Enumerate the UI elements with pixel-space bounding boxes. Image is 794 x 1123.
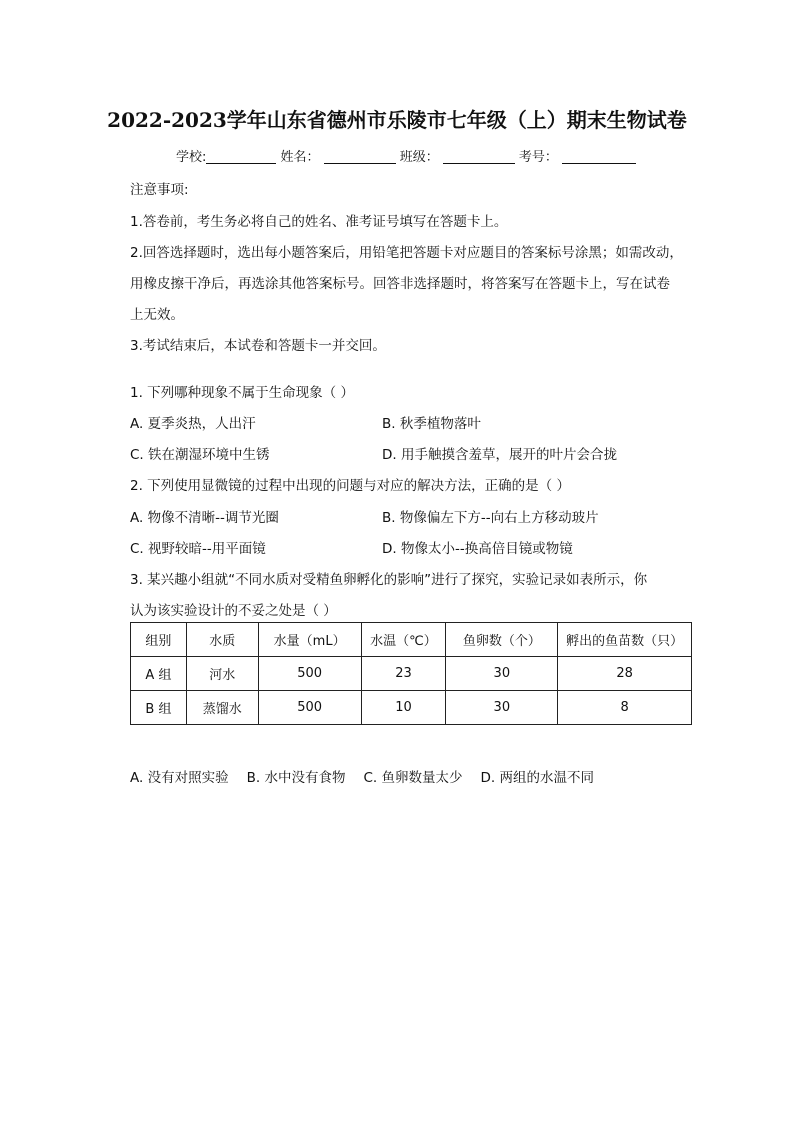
student-info-line bbox=[176, 146, 636, 165]
table-cell: 30 bbox=[446, 657, 558, 691]
table-cell: B 组 bbox=[131, 691, 187, 725]
table-row bbox=[131, 691, 692, 725]
school-label: 学校: bbox=[176, 150, 207, 165]
question-3-option-d: D. 两组的水温不同 bbox=[480, 770, 594, 786]
school-blank bbox=[206, 150, 276, 164]
table-cell: 30 bbox=[446, 691, 558, 725]
question-1-option-b: B. 秋季植物落叶 bbox=[382, 416, 481, 432]
name-label: 姓名： bbox=[280, 150, 320, 165]
table-header-cell: 组别 bbox=[131, 623, 187, 657]
table-cell: 蒸馏水 bbox=[186, 691, 258, 725]
question-2-option-b: B. 物像偏左下方--向右上方移动玻片 bbox=[382, 510, 599, 526]
table-header-cell: 水量（mL） bbox=[258, 623, 361, 657]
question-2-option-a: A. 物像不清晰--调节光圈 bbox=[130, 510, 279, 526]
question-1-option-a: A. 夏季炎热，人出汗 bbox=[130, 416, 256, 432]
question-3-stem-line-1: 3. 某兴趣小组就“不同水质对受精鱼卵孵化的影响”进行了探究，实验记录如表所示，你 bbox=[130, 572, 648, 588]
page-title: 2022-2023学年山东省德州市乐陵市七年级（上）期末生物试卷 bbox=[107, 108, 687, 132]
table-cell: 28 bbox=[558, 657, 692, 691]
question-3-options bbox=[130, 766, 612, 786]
note-item-2-line-2: 用橡皮擦干净后，再选涂其他答案标号。回答非选择题时，将答案写在答题卡上，写在试卷 bbox=[130, 276, 670, 292]
table-row bbox=[131, 657, 692, 691]
question-1-option-c: C. 铁在潮湿环境中生锈 bbox=[130, 447, 270, 463]
table-cell: 23 bbox=[361, 657, 446, 691]
table-header-cell: 孵出的鱼苗数（只） bbox=[558, 623, 692, 657]
question-3-stem-line-2: 认为该实验设计的不妥之处是（ ） bbox=[130, 603, 337, 619]
question-3-option-b: B. 水中没有食物 bbox=[246, 770, 346, 786]
note-item-2-line-3: 上无效。 bbox=[130, 307, 184, 323]
question-2-stem: 2. 下列使用显微镜的过程中出现的问题与对应的解决方法，正确的是（ ） bbox=[130, 478, 570, 494]
table-header-cell: 水温（℃） bbox=[361, 623, 446, 657]
table-cell: 10 bbox=[361, 691, 446, 725]
table-header-row bbox=[131, 623, 692, 657]
table-cell: 500 bbox=[258, 657, 361, 691]
class-blank bbox=[443, 150, 515, 164]
notes-heading: 注意事项: bbox=[130, 182, 189, 198]
table-header-cell: 水质 bbox=[186, 623, 258, 657]
table-header-cell: 鱼卵数（个） bbox=[446, 623, 558, 657]
note-item-1: 1.答卷前，考生务必将自己的姓名、准考证号填写在答题卡上。 bbox=[130, 214, 508, 230]
question-2-option-d: D. 物像太小--换高倍目镜或物镜 bbox=[382, 541, 573, 557]
table-cell: 500 bbox=[258, 691, 361, 725]
class-label: 班级： bbox=[399, 150, 439, 165]
note-item-3: 3.考试结束后，本试卷和答题卡一并交回。 bbox=[130, 338, 386, 354]
question-3-option-c: C. 鱼卵数量太少 bbox=[363, 770, 463, 786]
table-cell: 河水 bbox=[186, 657, 258, 691]
note-item-2-line-1: 2.回答选择题时，选出每小题答案后，用铅笔把答题卡对应题目的答案标号涂黑；如需改动， bbox=[130, 245, 683, 261]
exam-no-blank bbox=[562, 150, 636, 164]
table-cell: 8 bbox=[558, 691, 692, 725]
experiment-table bbox=[130, 622, 692, 725]
table-cell: A 组 bbox=[131, 657, 187, 691]
question-2-option-c: C. 视野较暗--用平面镜 bbox=[130, 541, 266, 557]
question-1-stem: 1. 下列哪种现象不属于生命现象（ ） bbox=[130, 385, 354, 401]
question-1-option-d: D. 用手触摸含羞草，展开的叶片会合拢 bbox=[382, 447, 617, 463]
name-blank bbox=[324, 150, 396, 164]
question-3-option-a: A. 没有对照实验 bbox=[130, 770, 229, 786]
exam-no-label: 考号： bbox=[518, 150, 558, 165]
